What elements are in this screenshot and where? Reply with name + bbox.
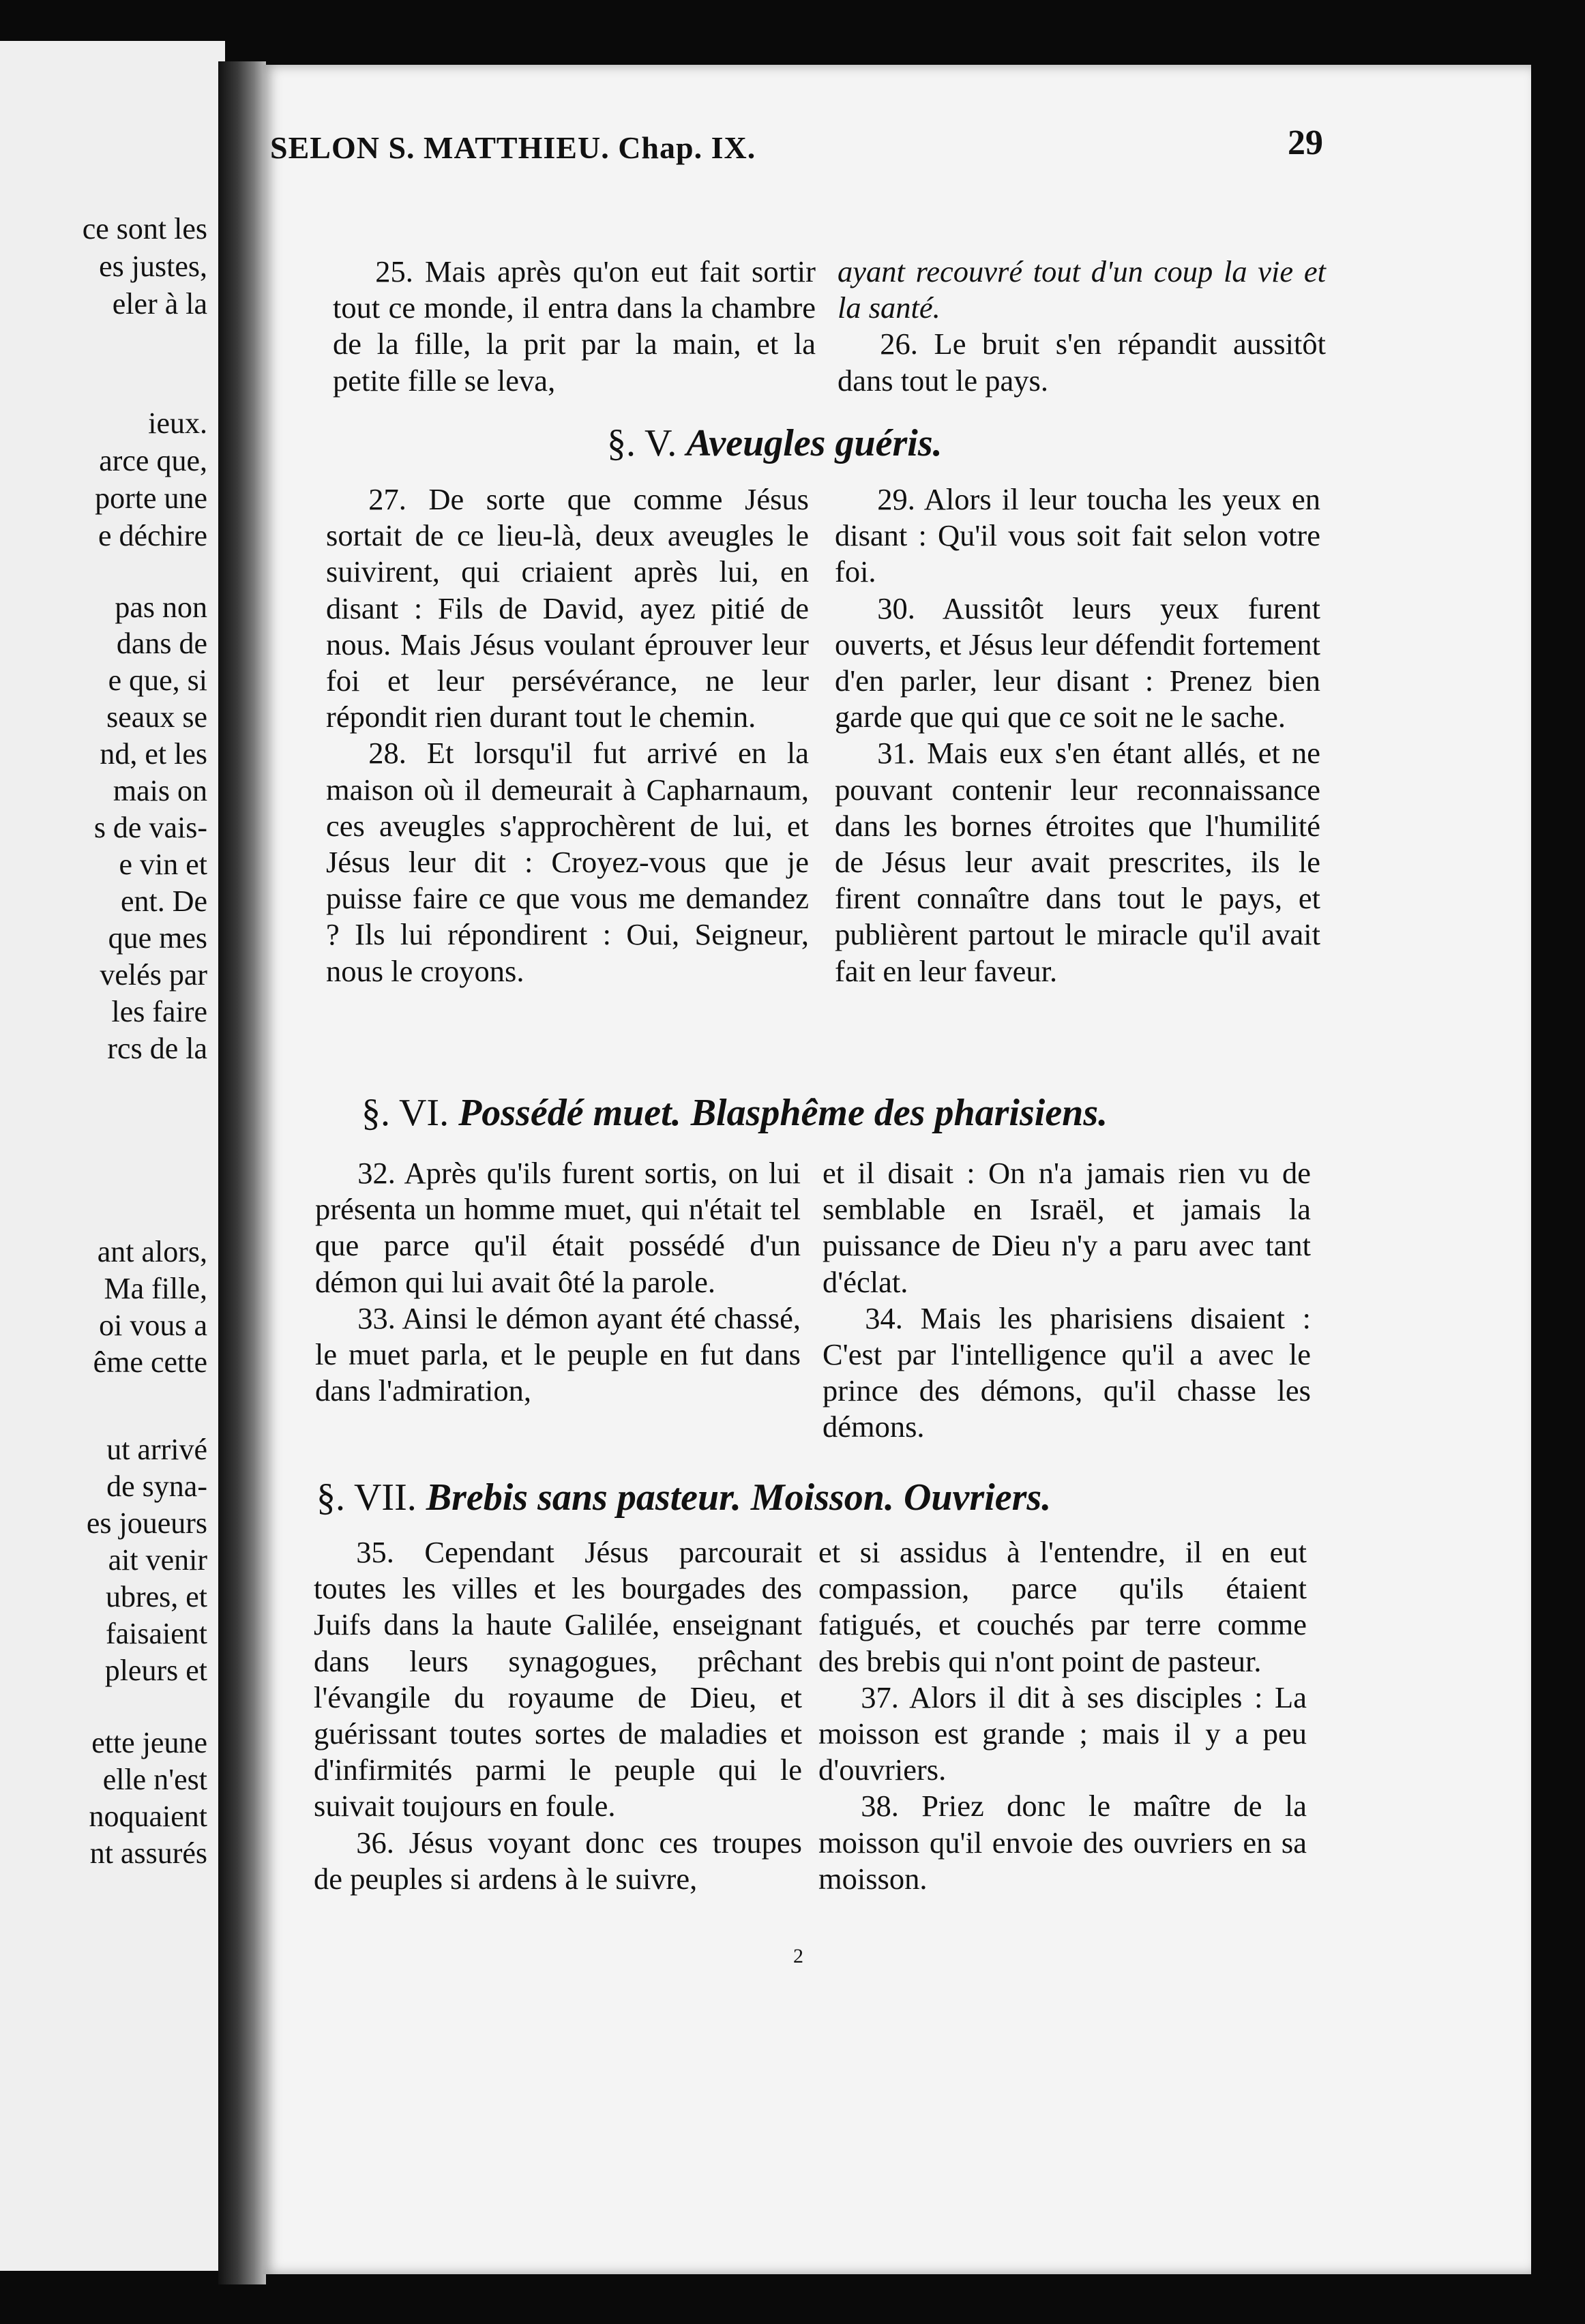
column-left-section-v: [326, 481, 809, 989]
verse-28: 28. Et lorsqu'il fut arrivé en la maison où il demeurait à Capharnaum, ces aveugles s'approchèrent de lui, et Jésus leur dit : Croyez-vous que je puisse faire ce que vous me demandez ? Ils lui répondirent : Oui, Seigneur, nous le croyons.: [326, 736, 809, 988]
verse-36: 36. Jésus voyant donc ces troupes de peuples si ardens à le suivre,: [314, 1825, 802, 1896]
facing-page-line: e déchire: [98, 519, 207, 552]
verse-38: 38. Priez donc le maître de la moisson qu'il envoie des ouvriers en sa moisson.: [818, 1789, 1307, 1896]
facing-page-line: s de vais-: [93, 811, 207, 844]
section-number: §. VI.: [361, 1092, 449, 1134]
facing-page-line: ieux.: [148, 406, 207, 440]
verse-31: 31. Mais eux s'en étant allés, et ne pouvant contenir leur reconnaissance dans les bornes étroites que l'humilité de Jésus leur avait prescrites, ils le firent connaître dans tout le pays, et publièrent partout le miracle qu'il avait fait en leur faveur.: [835, 736, 1320, 988]
section-heading-vi: [361, 1091, 1108, 1135]
page-number: 29: [1288, 123, 1323, 162]
facing-page-line: ant alors,: [97, 1235, 207, 1268]
facing-page-line: ait venir: [108, 1543, 207, 1577]
facing-page-line: Ma fille,: [104, 1272, 207, 1305]
section-number: §. VII.: [316, 1476, 417, 1519]
column-left-section-vi: [315, 1155, 801, 1409]
facing-page-line: ent. De: [120, 884, 207, 918]
facing-page-line: de syna-: [106, 1470, 207, 1503]
running-head: SELON S. MATTHIEU. Chap. IX.: [270, 130, 756, 165]
facing-page-line: e vin et: [119, 848, 207, 881]
verse-33: 33. Ainsi le démon ayant été chassé, le muet parla, et le peuple en fut dans dans l'admiration,: [315, 1300, 801, 1408]
verse-29: 29. Alors il leur toucha les yeux en disant : Qu'il vous soit fait selon votre foi.: [835, 482, 1320, 589]
facing-page-line: seaux se: [106, 700, 207, 734]
facing-page-line: es justes,: [99, 250, 207, 283]
facing-page-line: faisaient: [105, 1617, 207, 1650]
verse-33-continuation: et il disait : On n'a jamais rien vu de semblable en Israël, et jamais la puissance de Dieu n'y a paru avec tant d'éclat.: [823, 1156, 1311, 1299]
column-right-verses-25-26: [838, 254, 1326, 399]
column-right-section-v: [835, 481, 1320, 989]
verse-34: 34. Mais les pharisiens disaient : C'est par l'intelligence qu'il a avec le prince des démons, qu'il chasse les démons.: [823, 1300, 1311, 1444]
facing-page-line: ce sont les: [82, 212, 207, 245]
column-right-section-vii: [818, 1534, 1307, 1897]
column-left-section-vii: [314, 1534, 802, 1897]
facing-page-line: ette jeune: [91, 1726, 207, 1759]
facing-page-line: ut arrivé: [106, 1433, 207, 1466]
facing-page-line: es joueurs: [86, 1506, 207, 1540]
verse-27: 27. De sorte que comme Jésus sortait de ce lieu-là, deux aveugles le suivirent, qui criaient après lui, en disant : Fils de David, ayez pitié de nous. Mais Jésus voulant éprouver leur foi et leur persévérance, ne leur répondit rien durant tout le chemin.: [326, 482, 809, 734]
book-gutter: [218, 61, 266, 2284]
facing-page-line: que mes: [108, 921, 207, 955]
facing-page-line: noquaient: [89, 1800, 207, 1833]
verse-36-continuation: et si assidus à l'entendre, il en eut compassion, parce qu'ils étaient fatigués, et couchés par terre comme des brebis qui n'ont point de pasteur.: [818, 1535, 1307, 1678]
facing-page-line: velés par: [100, 958, 207, 992]
section-title: Brebis sans pasteur. Moisson. Ouvriers.: [426, 1476, 1052, 1519]
facing-page-line: pleurs et: [104, 1654, 207, 1687]
facing-page-line: nt assurés: [89, 1836, 207, 1870]
column-left-verse-25: [333, 254, 816, 399]
verse-25: 25. Mais après qu'on eut fait sortir tout ce monde, il entra dans la chambre de la fille, la prit par la main, et la petite fille se leva,: [333, 254, 816, 398]
column-right-section-vi: [823, 1155, 1311, 1446]
facing-page-line: rcs de la: [107, 1032, 207, 1065]
facing-page-line: oi vous a: [99, 1309, 207, 1342]
verse-32: 32. Après qu'ils furent sortis, on lui présenta un homme muet, qui n'était tel que parce qu'il était possédé d'un démon qui lui avait ôté la parole.: [315, 1156, 801, 1299]
section-title: Possédé muet. Blasphême des pharisiens.: [458, 1092, 1108, 1134]
facing-page-line: eler à la: [112, 287, 207, 321]
facing-page-line: dans de: [116, 627, 207, 660]
section-heading-vii: [316, 1476, 1051, 1519]
facing-page-line: mais on: [113, 774, 207, 807]
verse-37: 37. Alors il dit à ses disciples : La moisson est grande ; mais il y a peu d'ouvriers.: [818, 1680, 1307, 1787]
verse-25-continuation: ayant recouvré tout d'un coup la vie et la santé.: [838, 254, 1326, 325]
facing-page: [0, 41, 225, 2271]
verse-35: 35. Cependant Jésus parcourait toutes les villes et les bourgades des Juifs dans la haute Galilée, enseignant dans leurs synagogues, prêchant l'évangile du royaume de Dieu, et guérissant toutes sortes de maladies et d'infirmités parmi le peuple qui le suivait toujours en foule.: [314, 1535, 802, 1823]
section-title: Aveugles guéris.: [686, 422, 943, 464]
facing-page-line: nd, et les: [100, 737, 207, 771]
verse-26: 26. Le bruit s'en répandit aussitôt dans tout le pays.: [838, 327, 1326, 398]
verse-30: 30. Aussitôt leurs yeux furent ouverts, et Jésus leur défendit fortement d'en parler, leur disant : Prenez bien garde que qui que ce soit ne le sache.: [835, 591, 1320, 734]
facing-page-line: ême cette: [93, 1345, 207, 1379]
facing-page-line: ubres, et: [105, 1580, 207, 1613]
signature-mark: 2: [793, 1945, 803, 1967]
facing-page-line: arce que,: [99, 444, 207, 477]
facing-page-line: les faire: [111, 995, 207, 1028]
facing-page-line: pas non: [115, 591, 207, 624]
section-number: §. V.: [607, 422, 677, 464]
facing-page-line: elle n'est: [102, 1763, 207, 1796]
facing-page-line: porte une: [95, 481, 207, 515]
section-heading-v: [607, 421, 943, 465]
facing-page-line: e que, si: [108, 664, 207, 697]
